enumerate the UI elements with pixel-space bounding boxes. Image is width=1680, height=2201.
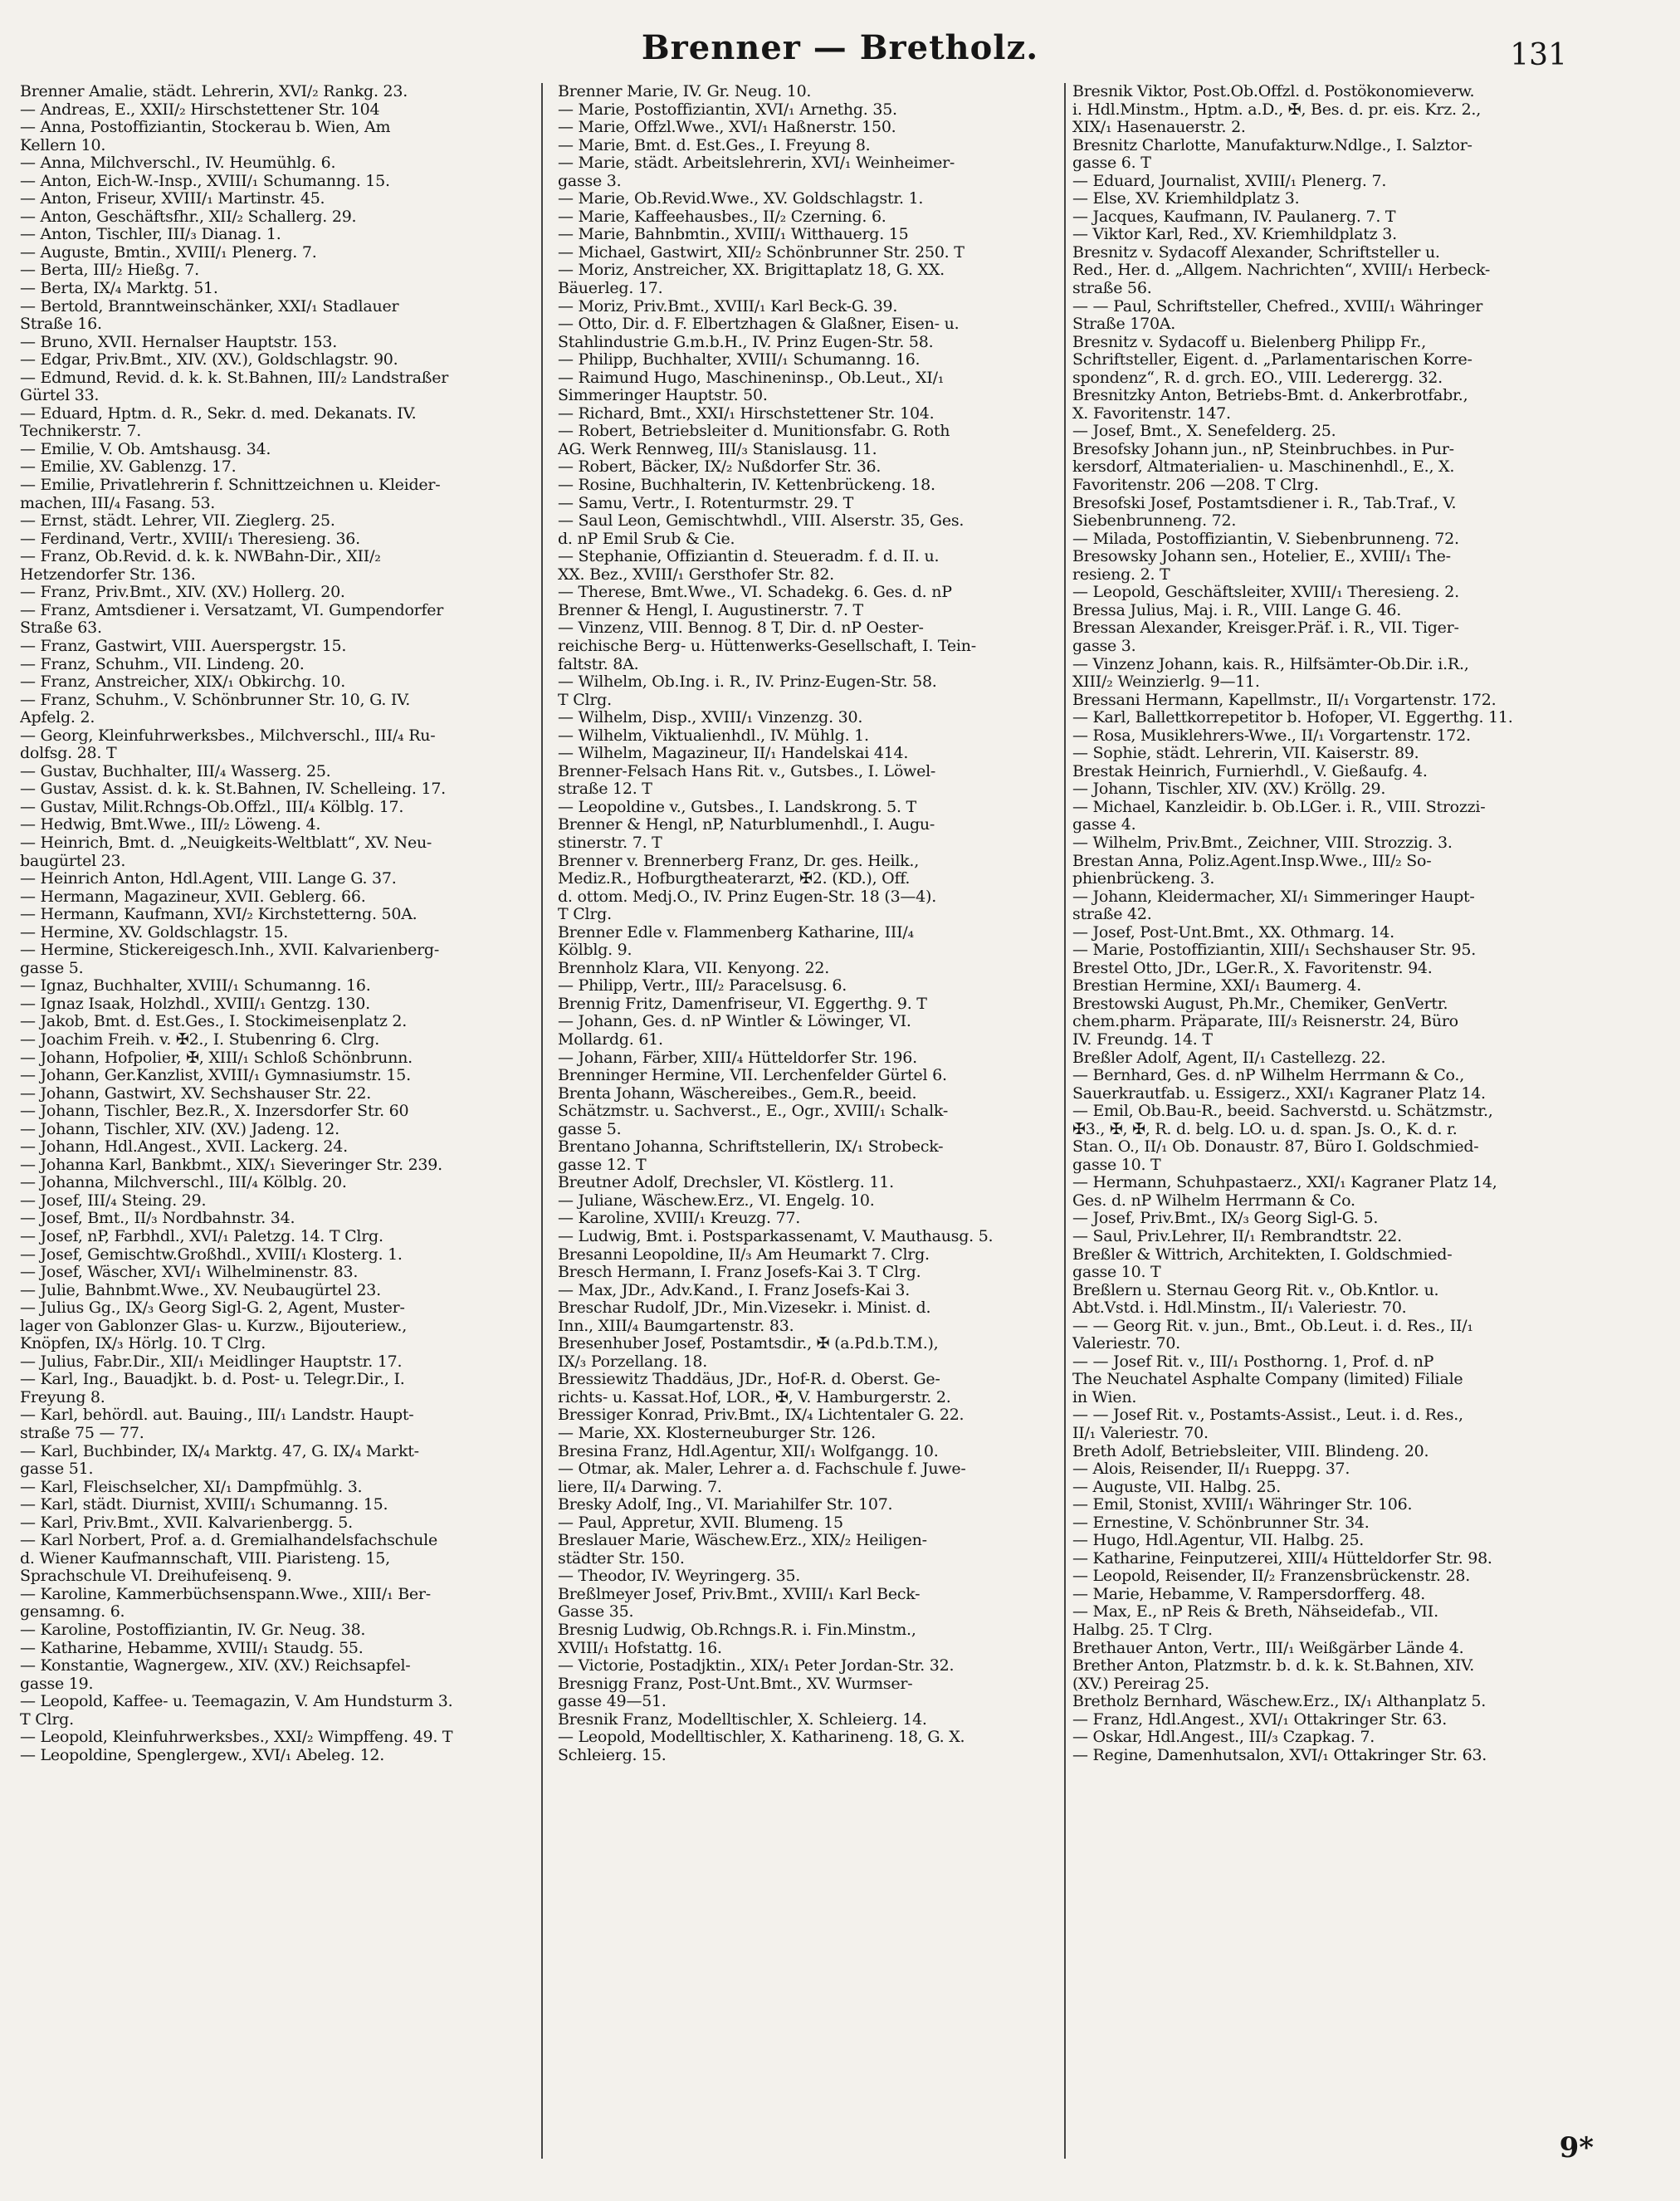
directory-entry-line: — Philipp, Buchhalter, XVIII/₁ Schumanng. 16.: [558, 351, 921, 369]
directory-entry-line: Breßler Adolf, Agent, II/₁ Castellezg. 22.: [1072, 1049, 1386, 1067]
directory-entry-line: — Karoline, Postoffiziantin, IV. Gr. Neug. 38.: [20, 1621, 366, 1640]
directory-entry-line: — Joachim Freih. v. ✠2., I. Stubenring 6. Clrg.: [20, 1030, 380, 1049]
directory-entry-line: Schätzmstr. u. Sachverst., E., Ogr., XVIII/₁ Schalk-: [558, 1103, 949, 1121]
directory-entry-line: Bresch Hermann, I. Franz Josefs-Kai 3. T Clrg.: [558, 1264, 921, 1282]
directory-entry-line: Bresnitz v. Sydacoff Alexander, Schriftsteller u.: [1072, 243, 1440, 262]
directory-entry-line: gasse 4.: [1072, 816, 1136, 834]
directory-entry-line: — Leopold, Kaffee- u. Teemagazin, V. Am Hundsturm 3.: [20, 1693, 453, 1711]
column-middle: [558, 83, 1066, 2159]
directory-entry-line: d. Wiener Kaufmannschaft, VIII. Piaristeng. 15,: [20, 1549, 390, 1568]
directory-entry-line: — Franz, Priv.Bmt., XIV. (XV.) Hollerg. 20.: [20, 584, 345, 602]
directory-entry-line: — — Josef Rit. v., Postamts-Assist., Leut. i. d. Res.,: [1072, 1406, 1463, 1425]
directory-entry-line: — Franz, Anstreicher, XIX/₁ Obkirchg. 10.: [20, 673, 346, 692]
directory-entry-line: Brentano Johanna, Schriftstellerin, IX/₁ Strobeck-: [558, 1138, 944, 1157]
directory-entry-line: gasse 51.: [20, 1460, 94, 1479]
directory-entry-line: Stahlindustrie G.m.b.H., IV. Prinz Eugen-Str. 58.: [558, 333, 934, 351]
directory-entry-line: — Otmar, ak. Maler, Lehrer a. d. Fachschule f. Juwe-: [558, 1460, 966, 1479]
directory-entry-line: kersdorf, Altmaterialien- u. Maschinenhdl., E., X.: [1072, 458, 1455, 477]
directory-entry-line: — Karoline, XVIII/₁ Kreuzg. 77.: [558, 1210, 801, 1228]
directory-entry-line: — Paul, Appretur, XVII. Blumeng. 15: [558, 1514, 843, 1532]
directory-entry-line: — Oskar, Hdl.Angest., III/₃ Czapkag. 7.: [1072, 1729, 1375, 1747]
directory-entry-line: — Saul, Priv.Lehrer, II/₁ Rembrandtstr. 22.: [1072, 1228, 1402, 1245]
directory-entry-line: Mediz.R., Hofburgtheaterarzt, ✠2. (KD.), Off.: [558, 870, 911, 888]
directory-entry-line: resieng. 2. T: [1072, 565, 1170, 584]
directory-entry-line: Brennig Fritz, Damenfriseur, VI. Eggerthg. 9. T: [558, 995, 927, 1013]
directory-entry-line: chem.pharm. Präparate, III/₃ Reisnerstr. 24, Büro: [1072, 1013, 1458, 1031]
directory-entry-line: Brenner & Hengl, I. Augustinerstr. 7. T: [558, 601, 863, 619]
directory-entry-line: The Neuchatel Asphalte Company (limited) Filiale: [1072, 1371, 1463, 1389]
directory-entry-line: in Wien.: [1072, 1388, 1137, 1406]
directory-entry-line: — Marie, Kaffeehausbes., II/₂ Czerning. 6.: [558, 208, 886, 226]
directory-entry-line: — Emil, Stonist, XVIII/₁ Währinger Str. 106.: [1072, 1496, 1413, 1514]
directory-entry-line: d. nP Emil Srub & Cie.: [558, 530, 735, 548]
directory-entry-line: — Gustav, Milit.Rchngs-Ob.Offzl., III/₄ Kölblg. 17.: [20, 798, 404, 816]
directory-entry-line: gasse 10. T: [1072, 1156, 1161, 1174]
directory-entry-line: II/₁ Valeriestr. 70.: [1072, 1425, 1209, 1443]
directory-entry-line: — Theodor, IV. Weyringerg. 35.: [558, 1568, 801, 1586]
directory-entry-line: Bresnik Franz, Modelltischler, X. Schleierg. 14.: [558, 1710, 927, 1729]
directory-entry-line: — Karl, Buchbinder, IX/₄ Marktg. 47, G. IX/₄ Markt-: [20, 1442, 419, 1460]
directory-entry-line: — Rosa, Musiklehrers-Wwe., II/₁ Vorgartenstr. 172.: [1072, 726, 1471, 745]
directory-entry-line: Breth Adolf, Betriebsleiter, VIII. Blindeng. 20.: [1072, 1442, 1429, 1460]
directory-entry-line: — Otto, Dir. d. F. Elbertzhagen & Glaßner, Eisen- u.: [558, 315, 960, 334]
directory-entry-line: Bresina Franz, Hdl.Agentur, XII/₁ Wolfgangg. 10.: [558, 1442, 939, 1460]
directory-entry-line: — Bruno, XVII. Hernalser Hauptstr. 153.: [20, 333, 338, 351]
directory-entry-line: — Anna, Milchverschl., IV. Heumühlg. 6.: [20, 154, 336, 173]
directory-entry-line: stinerstr. 7. T: [558, 834, 662, 852]
directory-entry-line: — Josef, Bmt., II/₃ Nordbahnstr. 34.: [20, 1210, 295, 1228]
directory-entry-line: Gasse 35.: [558, 1603, 634, 1621]
directory-entry-line: — Franz, Schuhm., V. Schönbrunner Str. 10, G. IV.: [20, 691, 411, 709]
directory-entry-line: — Saul Leon, Gemischtwhdl., VIII. Alserstr. 35, Ges.: [558, 512, 965, 531]
directory-entry-line: — Emil, Ob.Bau-R., beeid. Sachverstd. u. Schätzmstr.,: [1072, 1103, 1493, 1121]
directory-entry-line: — Johann, Tischler, XIV. (XV.) Jadeng. 12.: [20, 1120, 339, 1138]
directory-entry-line: reichische Berg- u. Hüttenwerks-Gesellschaft, I. Tein-: [558, 637, 976, 655]
directory-entry-line: machen, III/₄ Fasang. 53.: [20, 494, 216, 512]
directory-entry-line: — Hermann, Schuhpastaerz., XXI/₁ Kagraner Platz 14,: [1072, 1174, 1497, 1192]
directory-entry-line: — — Georg Rit. v. jun., Bmt., Ob.Leut. i. d. Res., II/₁: [1072, 1317, 1473, 1335]
directory-entry-line: dolfsg. 28. T: [20, 745, 117, 763]
directory-entry-line: — Hermann, Kaufmann, XVI/₂ Kirchstetterng. 50A.: [20, 906, 418, 924]
directory-entry-line: — Anton, Friseur, XVIII/₁ Martinstr. 45.: [20, 190, 325, 208]
directory-entry-line: — Robert, Bäcker, IX/₂ Nußdorfer Str. 36.: [558, 458, 882, 477]
directory-entry-line: — Marie, Bahnbmtin., XVIII/₁ Witthauerg. 15: [558, 226, 909, 244]
page-number: 131: [1510, 38, 1567, 72]
directory-entry-line: — Max, JDr., Adv.Kand., I. Franz Josefs-Kai 3.: [558, 1281, 911, 1299]
directory-entry-line: — Franz, Hdl.Angest., XVI/₁ Ottakringer Str. 63.: [1072, 1710, 1448, 1729]
column-left: [20, 83, 528, 2159]
directory-entry-line: Freyung 8.: [20, 1388, 105, 1406]
directory-entry-line: — Wilhelm, Priv.Bmt., Zeichner, VIII. Strozzig. 3.: [1072, 834, 1453, 852]
directory-entry-line: — Karl, Fleischselcher, XI/₁ Dampfmühlg. 3.: [20, 1478, 363, 1496]
directory-entry-line: Brenner Edle v. Flammenberg Katharine, III/₄: [558, 923, 914, 942]
directory-entry-line: Breutner Adolf, Drechsler, VI. Köstlerg. 11.: [558, 1174, 894, 1192]
directory-entry-line: — Anton, Geschäftsfhr., XII/₂ Schallerg. 29.: [20, 208, 357, 226]
directory-entry-line: — Wilhelm, Ob.Ing. i. R., IV. Prinz-Eugen-Str. 58.: [558, 673, 937, 692]
directory-entry-line: gasse 10. T: [1072, 1264, 1161, 1282]
directory-entry-line: — Gustav, Assist. d. k. k. St.Bahnen, IV. Schelleing. 17.: [20, 780, 446, 799]
directory-entry-line: — Berta, III/₂ Hießg. 7.: [20, 262, 199, 280]
directory-entry-line: Bresnik Viktor, Post.Ob.Offzl. d. Postökonomieverw.: [1072, 83, 1475, 100]
directory-entry-line: — Philipp, Vertr., III/₂ Paracelsusg. 6.: [558, 977, 847, 995]
directory-entry-line: Breschar Rudolf, JDr., Min.Vizesekr. i. Minist. d.: [558, 1299, 931, 1318]
directory-entry-line: — Hermine, Stickereigesch.Inh., XVII. Kalvarienberg-: [20, 942, 440, 960]
directory-entry-line: — Anton, Eich-W.-Insp., XVIII/₁ Schumanng. 15.: [20, 172, 390, 190]
directory-entry-line: — Marie, Bmt. d. Est.Ges., I. Freyung 8.: [558, 136, 871, 154]
directory-entry-line: — Katharine, Feinputzerei, XIII/₄ Hütteldorfer Str. 98.: [1072, 1549, 1492, 1568]
directory-entry-line: — Richard, Bmt., XXI/₁ Hirschstettener Str. 104.: [558, 404, 935, 423]
directory-entry-line: — Max, E., nP Reis & Breth, Nähseidefab., VII.: [1072, 1603, 1438, 1621]
directory-entry-line: — Katharine, Hebamme, XVIII/₁ Staudg. 55.: [20, 1639, 364, 1657]
directory-entry-line: gasse 5.: [20, 959, 84, 977]
directory-entry-line: Bretholz Bernhard, Wäschew.Erz., IX/₁ Althanplatz 5.: [1072, 1693, 1487, 1711]
directory-entry-line: Stan. O., II/₁ Ob. Donaustr. 87, Büro I. Goldschmied-: [1072, 1138, 1479, 1157]
directory-entry-line: — Anton, Tischler, III/₃ Dianag. 1.: [20, 226, 281, 244]
directory-entry-line: Ges. d. nP Wilhelm Herrmann & Co.: [1072, 1191, 1355, 1210]
directory-entry-line: — Edmund, Revid. d. k. k. St.Bahnen, III/₂ Landstraßer: [20, 369, 449, 387]
directory-entry-line: Abt.Vstd. i. Hdl.Minstm., II/₁ Valeriestr. 70.: [1072, 1299, 1407, 1318]
directory-entry-line: XIII/₂ Weinzierlg. 9—11.: [1072, 673, 1260, 692]
directory-entry-line: — Victorie, Postadjktin., XIX/₁ Peter Jordan-Str. 32.: [558, 1657, 955, 1675]
directory-entry-line: Brenner v. Brennerberg Franz, Dr. ges. Heilk.,: [558, 852, 919, 870]
directory-entry-line: — Vinzenz Johann, kais. R., Hilfsämter-Ob.Dir. i.R.,: [1072, 655, 1469, 673]
directory-entry-line: — Bertold, Branntweinschänker, XXI/₁ Stadlauer: [20, 297, 399, 315]
directory-entry-line: Brestan Anna, Poliz.Agent.Insp.Wwe., III/₂ So-: [1072, 852, 1432, 870]
running-header: Brenner — Bretholz.: [641, 28, 1039, 67]
directory-entry-line: Brenner & Hengl, nP, Naturblumenhdl., I. Augu-: [558, 816, 935, 834]
directory-entry-line: — Johann, Färber, XIII/₄ Hütteldorfer Str. 196.: [558, 1049, 917, 1067]
directory-entry-line: AG. Werk Rennweg, III/₃ Stanislausg. 11.: [558, 440, 877, 458]
directory-entry-line: — Bernhard, Ges. d. nP Wilhelm Herrmann & Co.,: [1072, 1067, 1464, 1085]
directory-entry-line: Sauerkrautfab. u. Essigerz., XXI/₁ Kagraner Platz 14.: [1072, 1084, 1486, 1103]
directory-entry-line: Brenner Amalie, städt. Lehrerin, XVI/₂ Rankg. 23.: [20, 83, 408, 100]
directory-entry-line: — Juliane, Wäschew.Erz., VI. Engelg. 10.: [558, 1191, 875, 1210]
directory-entry-line: — Emilie, Privatlehrerin f. Schnittzeichnen u. Kleider-: [20, 477, 441, 495]
directory-entry-line: — Josef, III/₄ Steing. 29.: [20, 1191, 207, 1210]
directory-entry-line: — Moriz, Anstreicher, XX. Brigittaplatz 18, G. XX.: [558, 262, 945, 280]
directory-entry-line: Breslauer Marie, Wäschew.Erz., XIX/₂ Heiligen-: [558, 1532, 927, 1550]
directory-entry-line: — Berta, IX/₄ Marktg. 51.: [20, 280, 218, 298]
directory-entry-line: Brestel Otto, JDr., LGer.R., X. Favoritenstr. 94.: [1072, 959, 1433, 977]
directory-entry-line: — Therese, Bmt.Wwe., VI. Schadekg. 6. Ges. d. nP: [558, 584, 952, 602]
directory-entry-line: — Konstantie, Wagnergew., XIV. (XV.) Reichsapfel-: [20, 1657, 411, 1675]
directory-entry-line: Brestowski August, Ph.Mr., Chemiker, GenVertr.: [1072, 995, 1448, 1013]
directory-entry-line: — Michael, Gastwirt, XII/₂ Schönbrunner Str. 250. T: [558, 243, 965, 262]
directory-entry-line: gasse 19.: [20, 1675, 94, 1693]
directory-entry-line: Schriftsteller, Eigent. d. „Parlamentarischen Korre-: [1072, 351, 1472, 369]
directory-entry-line: — Georg, Kleinfuhrwerksbes., Milchverschl., III/₄ Ru-: [20, 726, 436, 745]
directory-entry-line: — Wilhelm, Viktualienhdl., IV. Mühlg. 1.: [558, 726, 869, 745]
directory-entry-line: — Johann, Ger.Kanzlist, XVIII/₁ Gymnasiumstr. 15.: [20, 1067, 411, 1085]
directory-entry-line: Bresofski Josef, Postamtsdiener i. R., Tab.Traf., V.: [1072, 494, 1457, 512]
directory-entry-line: — Jacques, Kaufmann, IV. Paulanerg. 7. T: [1072, 208, 1396, 226]
directory-entry-line: Breßler & Wittrich, Architekten, I. Goldschmied-: [1072, 1245, 1453, 1264]
directory-entry-line: gasse 49—51.: [558, 1693, 667, 1711]
directory-entry-line: IV. Freundg. 14. T: [1072, 1030, 1213, 1049]
directory-entry-line: Brenner-Felsach Hans Rit. v., Gutsbes., I. Löwel-: [558, 762, 936, 780]
directory-entry-line: Siebenbrunneng. 72.: [1072, 512, 1237, 531]
directory-entry-line: lager von Gablonzer Glas- u. Kurzw., Bijouteriew.,: [20, 1317, 407, 1335]
directory-entry-line: — Else, XV. Kriemhildplatz 3.: [1072, 190, 1300, 208]
directory-entry-line: — Viktor Karl, Red., XV. Kriemhildplatz 3.: [1072, 226, 1397, 244]
directory-entry-line: straße 75 — 77.: [20, 1425, 144, 1443]
directory-entry-line: — Johann, Hdl.Angest., XVII. Lackerg. 24.: [20, 1138, 348, 1157]
directory-columns: [20, 83, 1651, 2159]
signature-mark: 9*: [1559, 2131, 1594, 2164]
directory-entry-line: IX/₃ Porzellang. 18.: [558, 1352, 708, 1371]
directory-entry-line: — Josef, Gemischtw.Großhdl., XVIII/₁ Klosterg. 1.: [20, 1245, 403, 1264]
directory-entry-line: — Leopoldine v., Gutsbes., I. Landskrong. 5. T: [558, 798, 916, 816]
directory-entry-line: Bressa Julius, Maj. i. R., VIII. Lange G. 46.: [1072, 601, 1402, 619]
directory-entry-line: Bresowsky Johann sen., Hotelier, E., XVIII/₁ The-: [1072, 548, 1451, 566]
directory-entry-line: — Marie, Ob.Revid.Wwe., XV. Goldschlagstr. 1.: [558, 190, 924, 208]
directory-entry-line: — Samu, Vertr., I. Rotenturmstr. 29. T: [558, 494, 854, 512]
directory-entry-line: Schleierg. 15.: [558, 1746, 667, 1764]
directory-entry-line: — Leopold, Reisender, II/₂ Franzensbrückenstr. 28.: [1072, 1568, 1471, 1586]
directory-entry-line: Bresnig Ludwig, Ob.Rchngs.R. i. Fin.Minstm.,: [558, 1621, 916, 1640]
directory-entry-line: — Regine, Damenhutsalon, XVI/₁ Ottakringer Str. 63.: [1072, 1746, 1487, 1764]
directory-entry-line: Inn., XIII/₄ Baumgartenstr. 83.: [558, 1317, 794, 1335]
directory-entry-line: XVIII/₁ Hofstattg. 16.: [558, 1639, 722, 1657]
directory-entry-line: Apfelg. 2.: [20, 709, 95, 727]
directory-entry-line: — Marie, XX. Klosterneuburger Str. 126.: [558, 1425, 876, 1443]
directory-entry-line: — Auguste, VII. Halbg. 25.: [1072, 1478, 1282, 1496]
directory-entry-line: Bresnitz v. Sydacoff u. Bielenberg Philipp Fr.,: [1072, 333, 1426, 351]
directory-entry-line: Gürtel 33.: [20, 387, 100, 405]
directory-entry-line: — Edgar, Priv.Bmt., XIV. (XV.), Goldschlagstr. 90.: [20, 351, 398, 369]
directory-entry-line: — Milada, Postoffiziantin, V. Siebenbrunneng. 72.: [1072, 530, 1459, 548]
directory-entry-line: Bressiewitz Thaddäus, JDr., Hof-R. d. Oberst. Ge-: [558, 1371, 940, 1389]
directory-entry-line: — Josef, Post-Unt.Bmt., XX. Othmarg. 14.: [1072, 923, 1394, 942]
directory-entry-line: gensamng. 6.: [20, 1603, 125, 1621]
directory-entry-line: — Hedwig, Bmt.Wwe., III/₂ Löweng. 4.: [20, 816, 321, 834]
directory-entry-line: straße 42.: [1072, 906, 1152, 924]
directory-entry-line: — Robert, Betriebsleiter d. Munitionsfabr. G. Roth: [558, 423, 950, 441]
directory-entry-line: — Vinzenz, VIII. Bennog. 8 T, Dir. d. nP Oester-: [558, 619, 924, 638]
directory-entry-line: — Moriz, Priv.Bmt., XVIII/₁ Karl Beck-G. 39.: [558, 297, 898, 315]
directory-entry-line: — Ignaz, Buchhalter, XVIII/₁ Schumanng. 16.: [20, 977, 371, 995]
directory-entry-line: städter Str. 150.: [558, 1549, 685, 1568]
directory-entry-line: — Emilie, XV. Gablenzg. 17.: [20, 458, 237, 477]
directory-entry-line: — Marie, städt. Arbeitslehrerin, XVI/₁ Weinheimer-: [558, 154, 955, 173]
directory-entry-line: — Eduard, Journalist, XVIII/₁ Plenerg. 7.: [1072, 172, 1387, 190]
directory-entry-line: d. ottom. Medj.O., IV. Prinz Eugen-Str. 18 (3—4).: [558, 888, 936, 906]
directory-entry-line: — Julius, Fabr.Dir., XII/₁ Meidlinger Hauptstr. 17.: [20, 1352, 403, 1371]
directory-entry-line: — Franz, Ob.Revid. d. k. k. NWBahn-Dir., XII/₂: [20, 548, 381, 566]
directory-entry-line: baugürtel 23.: [20, 852, 126, 870]
directory-entry-line: straße 12. T: [558, 780, 652, 799]
directory-entry-line: — Ferdinand, Vertr., XVIII/₁ Theresieng. 36.: [20, 530, 360, 548]
directory-entry-line: — Karl, Ing., Bauadjkt. b. d. Post- u. Telegr.Dir., I.: [20, 1371, 405, 1389]
directory-entry-line: Sprachschule VI. Dreihufeisenq. 9.: [20, 1568, 292, 1586]
directory-entry-line: Bresenhuber Josef, Postamtsdir., ✠ (a.Pd.b.T.M.),: [558, 1335, 939, 1353]
directory-entry-line: — Raimund Hugo, Maschineninsp., Ob.Leut., XI/₁: [558, 369, 945, 387]
directory-entry-line: — Josef, Wäscher, XVI/₁ Wilhelminenstr. 83.: [20, 1264, 359, 1282]
directory-entry-line: — Gustav, Buchhalter, III/₄ Wasserg. 25.: [20, 762, 331, 780]
directory-entry-line: Brethauer Anton, Vertr., III/₁ Weißgärber Lände 4.: [1072, 1639, 1464, 1657]
directory-entry-line: Hetzendorfer Str. 136.: [20, 565, 196, 584]
directory-entry-line: Mollardg. 61.: [558, 1030, 663, 1049]
directory-entry-line: — Franz, Amtsdiener i. Versatzamt, VI. Gumpendorfer: [20, 601, 444, 619]
directory-entry-line: — Franz, Gastwirt, VIII. Auerspergstr. 15.: [20, 637, 347, 655]
directory-entry-line: Straße 170A.: [1072, 315, 1176, 334]
directory-entry-line: Brestak Heinrich, Furnierhdl., V. Gießaufg. 4.: [1072, 762, 1428, 780]
directory-entry-line: — Johann, Gastwirt, XV. Sechshauser Str. 22.: [20, 1084, 371, 1103]
directory-entry-line: — Ignaz Isaak, Holzhdl., XVIII/₁ Gentzg. 130.: [20, 995, 370, 1013]
directory-entry-line: Bresanni Leopoldine, II/₃ Am Heumarkt 7. Clrg.: [558, 1245, 930, 1264]
directory-entry-line: — Johanna, Milchverschl., III/₄ Kölblg. 20.: [20, 1174, 347, 1192]
directory-entry-line: — Jakob, Bmt. d. Est.Ges., I. Stockimeisenplatz 2.: [20, 1013, 408, 1031]
directory-entry-line: T Clrg.: [558, 691, 612, 709]
directory-entry-line: straße 56.: [1072, 280, 1152, 298]
directory-entry-line: gasse 6. T: [1072, 154, 1151, 173]
directory-entry-line: — Marie, Postoffiziantin, XIII/₁ Sechshauser Str. 95.: [1072, 942, 1477, 960]
directory-entry-line: — Johann, Ges. d. nP Wintler & Löwinger, VI.: [558, 1013, 911, 1031]
directory-entry-line: — Leopoldine, Spenglergew., XVI/₁ Abeleg. 12.: [20, 1746, 385, 1764]
directory-entry-line: — Emilie, V. Ob. Amtshausg. 34.: [20, 440, 271, 458]
directory-entry-line: — Heinrich Anton, Hdl.Agent, VIII. Lange G. 37.: [20, 870, 397, 888]
directory-entry-line: Brenta Johann, Wäschereibes., Gem.R., beeid.: [558, 1084, 917, 1103]
directory-entry-line: — Karl, städt. Diurnist, XVIII/₁ Schumanng. 15.: [20, 1496, 388, 1514]
directory-entry-line: — Auguste, Bmtin., XVIII/₁ Plenerg. 7.: [20, 243, 317, 262]
directory-entry-line: — Karl, Ballettkorrepetitor b. Hofoper, VI. Eggerthg. 11.: [1072, 709, 1513, 727]
directory-entry-line: Simmeringer Hauptstr. 50.: [558, 387, 768, 405]
directory-entry-line: gasse 3.: [1072, 637, 1136, 655]
directory-entry-line: Valeriestr. 70.: [1072, 1335, 1180, 1353]
directory-entry-line: — Stephanie, Offiziantin d. Steueradm. f. d. II. u.: [558, 548, 940, 566]
directory-entry-line: Bäuerleg. 17.: [558, 280, 663, 298]
directory-entry-line: — Marie, Hebamme, V. Rampersdorfferg. 48.: [1072, 1585, 1426, 1603]
directory-entry-line: X. Favoritenstr. 147.: [1072, 404, 1231, 423]
directory-entry-line: — Karl, behördl. aut. Bauing., III/₁ Landstr. Haupt-: [20, 1406, 414, 1425]
directory-entry-line: — Ernst, städt. Lehrer, VII. Zieglerg. 25.: [20, 512, 335, 531]
directory-entry-line: Bresky Adolf, Ing., VI. Mariahilfer Str. 107.: [558, 1496, 893, 1514]
directory-entry-line: Kellern 10.: [20, 136, 106, 154]
directory-entry-line: — Eduard, Hptm. d. R., Sekr. d. med. Dekanats. IV.: [20, 404, 417, 423]
directory-entry-line: — Alois, Reisender, II/₁ Rueppg. 37.: [1072, 1460, 1350, 1479]
directory-entry-line: — Julie, Bahnbmt.Wwe., XV. Neubaugürtel 23.: [20, 1281, 381, 1299]
directory-entry-line: ✠3., ✠, ✠, R. d. belg. LO. u. d. span. Js. O., K. d. r.: [1072, 1120, 1458, 1138]
directory-entry-line: — Johann, Tischler, XIV. (XV.) Kröllg. 29.: [1072, 780, 1386, 799]
directory-entry-line: — Josef, Priv.Bmt., IX/₃ Georg Sigl-G. 5.: [1072, 1210, 1379, 1228]
directory-entry-line: Brenninger Hermine, VII. Lerchenfelder Gürtel 6.: [558, 1067, 947, 1085]
directory-entry-line: Halbg. 25. T Clrg.: [1072, 1621, 1213, 1640]
directory-entry-line: gasse 12. T: [558, 1156, 647, 1174]
directory-entry-line: — Josef, Bmt., X. Senefelderg. 25.: [1072, 423, 1336, 441]
directory-entry-line: — Michael, Kanzleidir. b. Ob.LGer. i. R., VIII. Strozzi-: [1072, 798, 1486, 816]
directory-entry-line: gasse 3.: [558, 172, 622, 190]
directory-entry-line: — Johann, Kleidermacher, XI/₁ Simmeringer Haupt-: [1072, 888, 1475, 906]
directory-entry-line: Brenner Marie, IV. Gr. Neug. 10.: [558, 83, 812, 100]
directory-entry-line: Knöpfen, IX/₃ Hörlg. 10. T Clrg.: [20, 1335, 266, 1353]
directory-entry-line: — — Paul, Schriftsteller, Chefred., XVIII/₁ Währinger: [1072, 297, 1483, 315]
directory-entry-line: (XV.) Pereirag 25.: [1072, 1675, 1209, 1693]
column-right: [1072, 83, 1651, 2159]
directory-entry-line: — Hermann, Magazineur, XVII. Geblerg. 66.: [20, 888, 366, 906]
directory-entry-line: — Leopold, Modelltischler, X. Katharineng. 18, G. X.: [558, 1729, 965, 1747]
directory-entry-line: — Rosine, Buchhalterin, IV. Kettenbrückeng. 18.: [558, 477, 935, 495]
directory-entry-line: — Hugo, Hdl.Agentur, VII. Halbg. 25.: [1072, 1532, 1365, 1550]
directory-entry-line: XIX/₁ Hasenauerstr. 2.: [1072, 119, 1246, 137]
directory-entry-line: — Andreas, E., XXII/₂ Hirschstettener Str. 104: [20, 100, 380, 119]
directory-entry-line: — Johanna Karl, Bankbmt., XIX/₁ Sieveringer Str. 239.: [20, 1156, 442, 1174]
directory-entry-line: T Clrg.: [20, 1710, 74, 1729]
directory-entry-line: — Hermine, XV. Goldschlagstr. 15.: [20, 923, 289, 942]
directory-entry-line: phienbrückeng. 3.: [1072, 870, 1215, 888]
directory-entry-line: i. Hdl.Minstm., Hptm. a.D., ✠, Bes. d. pr. eis. Krz. 2.,: [1072, 100, 1481, 119]
directory-entry-line: — Sophie, städt. Lehrerin, VII. Kaiserstr. 89.: [1072, 745, 1419, 763]
directory-entry-line: — Franz, Schuhm., VII. Lindeng. 20.: [20, 655, 305, 673]
directory-entry-line: — Ernestine, V. Schönbrunner Str. 34.: [1072, 1514, 1370, 1532]
directory-entry-line: liere, II/₄ Darwing. 7.: [558, 1478, 722, 1496]
directory-entry-line: — Josef, nP, Farbhdl., XVI/₁ Paletzg. 14. T Clrg.: [20, 1228, 383, 1245]
directory-entry-line: Bresnigg Franz, Post-Unt.Bmt., XV. Wurmser-: [558, 1675, 913, 1693]
directory-entry-line: — Marie, Postoffiziantin, XVI/₁ Arnethg. 35.: [558, 100, 897, 119]
directory-entry-line: Kölblg. 9.: [558, 942, 632, 960]
directory-entry-line: — Ludwig, Bmt. i. Postsparkassenamt, V. Mauthausg. 5.: [558, 1228, 994, 1245]
directory-entry-line: — Anna, Postoffiziantin, Stockerau b. Wien, Am: [20, 119, 391, 137]
directory-entry-line: — Wilhelm, Disp., XVIII/₁ Vinzenzg. 30.: [558, 709, 863, 727]
directory-entry-line: T Clrg.: [558, 906, 612, 924]
directory-entry-line: — Wilhelm, Magazineur, II/₁ Handelskai 414.: [558, 745, 909, 763]
directory-entry-line: Bresnitzky Anton, Betriebs-Bmt. d. Ankerbrotfabr.,: [1072, 387, 1468, 405]
directory-entry-line: Bresnitz Charlotte, Manufakturw.Ndlge., I. Salztor-: [1072, 136, 1472, 154]
directory-entry-line: — Marie, Offzl.Wwe., XVI/₁ Haßnerstr. 150.: [558, 119, 896, 137]
directory-entry-line: — Johann, Hofpolier, ✠, XIII/₁ Schloß Schönbrunn.: [20, 1049, 413, 1067]
directory-entry-line: Brestian Hermine, XXI/₁ Baumerg. 4.: [1072, 977, 1362, 995]
directory-entry-line: Breßlmeyer Josef, Priv.Bmt., XVIII/₁ Karl Beck-: [558, 1585, 921, 1603]
directory-entry-line: spondenz“, R. d. grch. EO., VIII. Lederergg. 32.: [1072, 369, 1443, 387]
directory-entry-line: Red., Her. d. „Allgem. Nachrichten“, XVIII/₁ Herbeck-: [1072, 262, 1491, 280]
directory-entry-line: — Johann, Tischler, Bez.R., X. Inzersdorfer Str. 60: [20, 1103, 409, 1121]
directory-entry-line: — Karl Norbert, Prof. a. d. Gremialhandelsfachschule: [20, 1532, 437, 1550]
directory-entry-line: Bresofsky Johann jun., nP, Steinbruchbes. in Pur-: [1072, 440, 1454, 458]
directory-entry-line: Bressan Alexander, Kreisger.Präf. i. R., VII. Tiger-: [1072, 619, 1459, 638]
directory-entry-line: — Leopold, Kleinfuhrwerksbes., XXI/₂ Wimpffeng. 49. T: [20, 1729, 453, 1747]
directory-entry-line: — Leopold, Geschäftsleiter, XVIII/₁ Theresieng. 2.: [1072, 584, 1459, 602]
directory-entry-line: — — Josef Rit. v., III/₁ Posthorng. 1, Prof. d. nP: [1072, 1352, 1434, 1371]
directory-entry-line: — Heinrich, Bmt. d. „Neuigkeits-Weltblatt“, XV. Neu-: [20, 834, 432, 852]
directory-entry-line: faltstr. 8A.: [558, 655, 639, 673]
directory-entry-line: Breßlern u. Sternau Georg Rit. v., Ob.Kntlor. u.: [1072, 1281, 1439, 1299]
directory-entry-line: Straße 63.: [20, 619, 102, 638]
directory-entry-line: Brether Anton, Platzmstr. b. d. k. k. St.Bahnen, XIV.: [1072, 1657, 1475, 1675]
directory-entry-line: — Julius Gg., IX/₃ Georg Sigl-G. 2, Agent, Muster-: [20, 1299, 405, 1318]
directory-entry-line: Bressani Hermann, Kapellmstr., II/₁ Vorgartenstr. 172.: [1072, 691, 1497, 709]
directory-entry-line: richts- u. Kassat.Hof, LOR., ✠, V. Hamburgerstr. 2.: [558, 1388, 951, 1406]
directory-entry-line: gasse 5.: [558, 1120, 622, 1138]
directory-entry-line: Bressiger Konrad, Priv.Bmt., IX/₄ Lichtentaler G. 22.: [558, 1406, 965, 1425]
directory-entry-line: Favoritenstr. 206 —208. T Clrg.: [1072, 477, 1319, 495]
directory-entry-line: XX. Bez., XVIII/₁ Gersthofer Str. 82.: [558, 565, 834, 584]
directory-entry-line: Brennholz Klara, VII. Kenyong. 22.: [558, 959, 829, 977]
directory-entry-line: Technikerstr. 7.: [20, 423, 142, 441]
directory-entry-line: — Karoline, Kammerbüchsenspann.Wwe., XIII/₁ Ber-: [20, 1585, 431, 1603]
directory-entry-line: Straße 16.: [20, 315, 102, 334]
directory-entry-line: — Karl, Priv.Bmt., XVII. Kalvarienbergg. 5.: [20, 1514, 353, 1532]
